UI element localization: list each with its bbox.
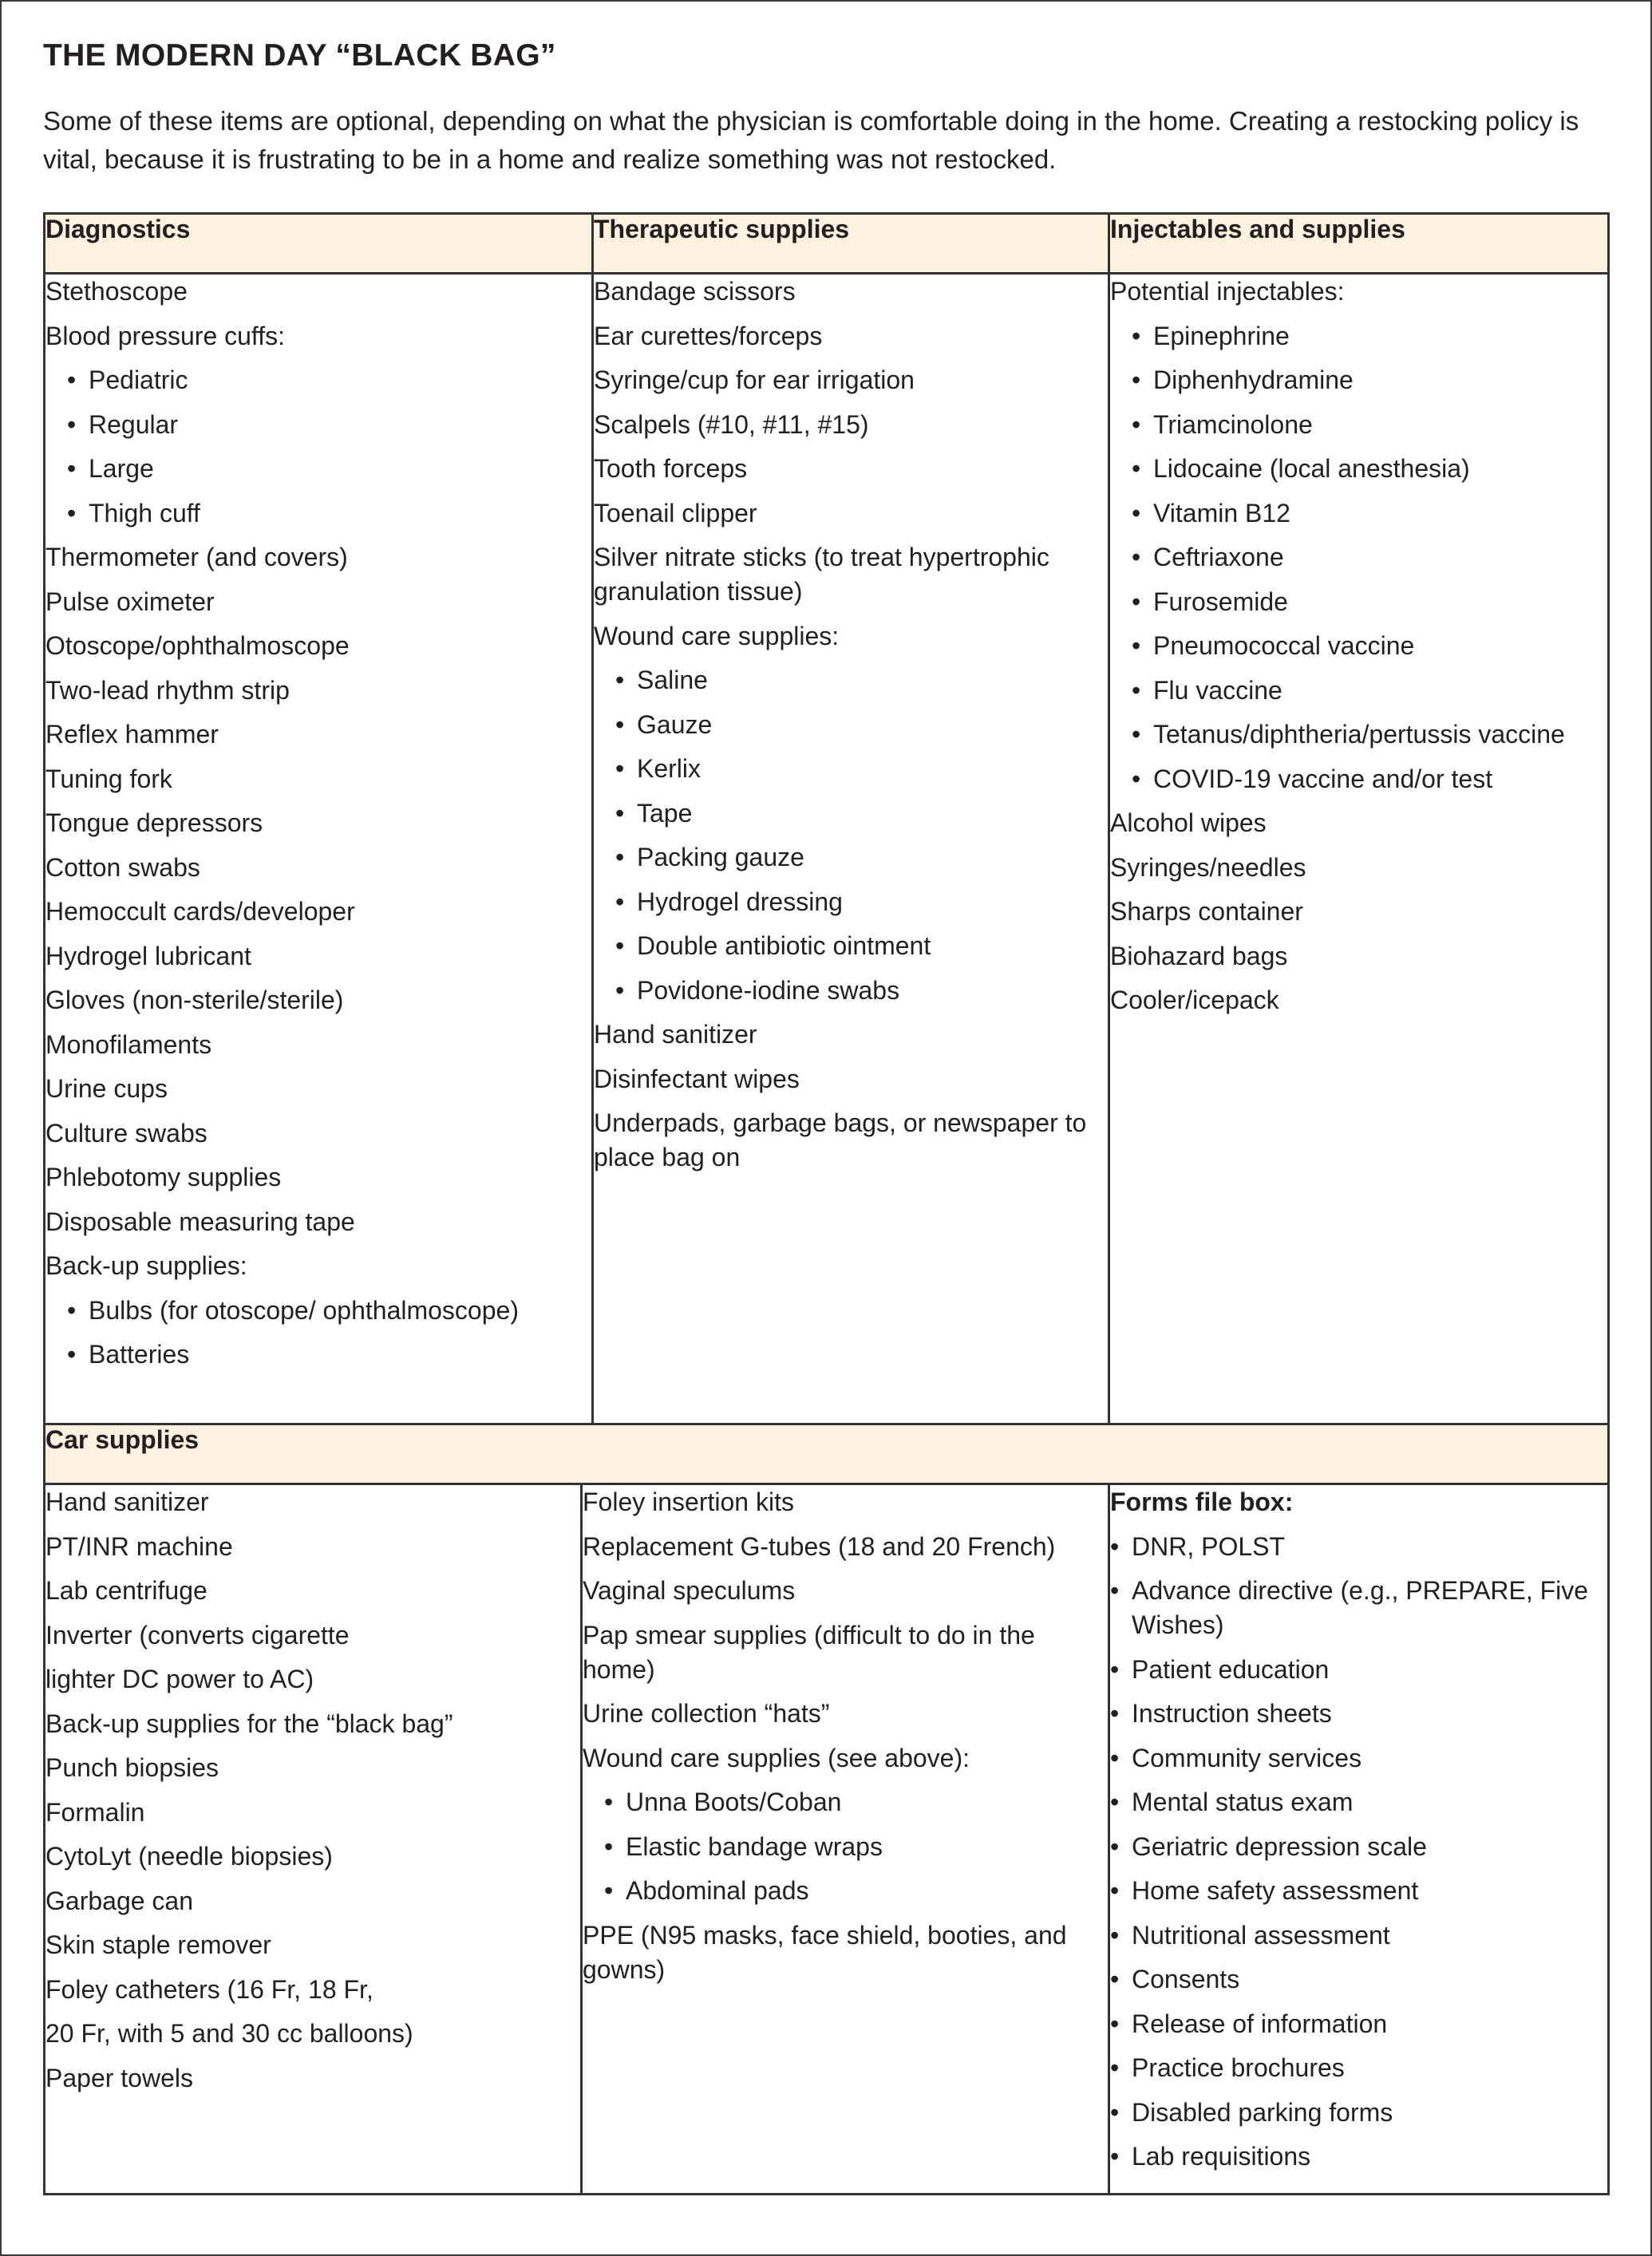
list-subitem-text: Community services	[1132, 1743, 1362, 1772]
bullet-icon: •	[1110, 2097, 1120, 2127]
list-item: Tuning fork	[45, 764, 172, 793]
list-subitem	[1110, 2051, 1607, 2085]
car-col2-list	[583, 1485, 1108, 1987]
list-item: Vaginal speculums	[583, 1576, 796, 1605]
list-subitem	[1110, 2096, 1607, 2130]
list-subitem-text: Gauze	[637, 709, 713, 739]
diagnostics-list	[45, 275, 591, 1372]
list-item: Bandage scissors	[594, 277, 796, 306]
list-subitem-text: Hydrogel dressing	[637, 887, 843, 916]
list-item: Wound care supplies (see above):	[583, 1743, 970, 1772]
bullet-icon: •	[615, 798, 625, 828]
list-subitem-text: Diphenhydramine	[1153, 365, 1354, 394]
list-item: Formalin	[45, 1797, 145, 1827]
bullet-icon: •	[1110, 1531, 1120, 1561]
list-item: Potential injectables:	[1110, 277, 1345, 306]
injectables-list	[1110, 275, 1607, 1017]
list-subitem-text: Tetanus/diphtheria/pertussis vaccine	[1153, 720, 1565, 749]
list-subitem	[1110, 1741, 1607, 1776]
bullet-icon: •	[1132, 631, 1141, 660]
list-subitem-text: Thigh cuff	[89, 498, 200, 527]
list-subitem-text: Instruction sheets	[1132, 1699, 1332, 1728]
list-subitem-text: Advance directive (e.g., PREPARE, Five Wishes)	[1132, 1576, 1589, 1639]
list-item: Two-lead rhythm strip	[45, 675, 290, 705]
list-subitem	[594, 663, 1108, 697]
list-subitem-text: Geriatric depression scale	[1132, 1831, 1427, 1861]
bullet-icon: •	[615, 887, 625, 916]
list-item: Disinfectant wipes	[594, 1064, 800, 1093]
list-item: Foley insertion kits	[583, 1488, 794, 1516]
list-item: Paper towels	[45, 2063, 193, 2092]
list-subitem-text: Release of information	[1132, 2009, 1388, 2038]
list-subitem-text: Bulbs (for otoscope/ ophthalmoscope)	[89, 1295, 519, 1325]
bullet-icon: •	[615, 754, 625, 783]
bullet-icon: •	[1110, 1743, 1120, 1772]
list-item: Thermometer (and covers)	[45, 543, 348, 571]
list-item: Urine cups	[45, 1074, 168, 1103]
list-subitem-text: Double antibiotic ointment	[637, 931, 931, 960]
bullet-icon: •	[615, 975, 625, 1005]
list-subitem	[594, 796, 1108, 831]
bullet-icon: •	[1110, 1876, 1120, 1905]
list-subitem-text: COVID-19 vaccine and/or test	[1153, 764, 1493, 793]
bullet-icon: •	[67, 365, 77, 394]
bullet-icon: •	[1110, 1831, 1120, 1861]
list-subitem-text: Pneumococcal vaccine	[1153, 631, 1415, 660]
list-item: Hand sanitizer	[45, 1488, 209, 1516]
bullet-icon: •	[615, 931, 625, 960]
list-subitem-text: Tape	[637, 798, 693, 828]
list-subitem-text: Furosemide	[1153, 587, 1288, 616]
list-item: Scalpels (#10, #11, #15)	[594, 409, 869, 439]
list-subitem-text: Batteries	[89, 1340, 190, 1369]
list-subitem	[45, 1337, 591, 1372]
list-item: Back-up supplies for the “black bag”	[45, 1709, 453, 1738]
list-item: Pulse oximeter	[45, 587, 215, 616]
list-subitem	[1110, 585, 1607, 619]
bullet-icon: •	[67, 1340, 77, 1369]
bullet-icon: •	[604, 1788, 614, 1816]
list-item: Biohazard bags	[1110, 941, 1288, 970]
list-item: PPE (N95 masks, face shield, booties, and gowns)	[583, 1920, 1067, 1984]
list-subitem	[1110, 1785, 1607, 1819]
header-injectables-and-supplies: Injectables and supplies	[1109, 214, 1609, 274]
list-subitem	[1110, 1874, 1607, 1908]
list-item: Tooth forceps	[594, 454, 748, 483]
list-subitem-text: Practice brochures	[1132, 2053, 1345, 2082]
list-subitem-text: Consents	[1132, 1965, 1240, 1993]
list-item: Cotton swabs	[45, 852, 200, 882]
forms-file-box-heading: Forms file box:	[1110, 1488, 1294, 1516]
list-item: Sharps container	[1110, 897, 1303, 926]
list-item: Wound care supplies:	[594, 621, 840, 650]
bullet-icon: •	[1110, 2053, 1120, 2082]
list-subitem	[594, 752, 1108, 786]
list-item: Lab centrifuge	[45, 1576, 207, 1605]
injectables-cell	[1109, 274, 1609, 1424]
list-subitem-text: Epinephrine	[1153, 321, 1290, 350]
car-col1-list	[45, 1485, 580, 2096]
list-item: Urine collection “hats”	[583, 1699, 830, 1728]
list-item: Culture swabs	[45, 1118, 207, 1148]
list-subitem-text: Patient education	[1132, 1654, 1330, 1684]
list-subitem-text: Saline	[637, 666, 708, 694]
bullet-icon: •	[1132, 454, 1141, 483]
bullet-icon: •	[1110, 2142, 1120, 2171]
list-item: Alcohol wipes	[1110, 808, 1267, 837]
list-subitem	[1110, 319, 1607, 354]
list-item: Hand sanitizer	[594, 1020, 757, 1049]
list-item: Monofilaments	[45, 1029, 212, 1059]
list-subitem	[45, 363, 591, 397]
list-item: lighter DC power to AC)	[45, 1665, 314, 1693]
list-item: Otoscope/ophthalmoscope	[45, 631, 350, 660]
list-item: Replacement G-tubes (18 and 20 French)	[583, 1531, 1056, 1561]
list-subitem-text: Lab requisitions	[1132, 2142, 1311, 2171]
list-item: Back-up supplies:	[45, 1251, 247, 1280]
list-subitem	[583, 1785, 1108, 1819]
list-item: Punch biopsies	[45, 1753, 219, 1782]
bullet-icon: •	[67, 498, 77, 527]
list-item: Phlebotomy supplies	[45, 1163, 282, 1191]
list-subitem	[594, 885, 1108, 919]
bullet-icon: •	[1110, 1654, 1120, 1684]
list-item: Toenail clipper	[594, 498, 757, 527]
list-subitem	[1110, 2007, 1607, 2041]
list-subitem	[594, 974, 1108, 1008]
list-subitem	[1110, 496, 1607, 531]
list-item: Syringes/needles	[1110, 852, 1306, 882]
car-supplies-header-row	[45, 1424, 1609, 1484]
page-title: THE MODERN DAY “BLACK BAG”	[43, 38, 556, 73]
diagnostics-cell	[45, 274, 593, 1424]
list-subitem	[1110, 629, 1607, 663]
therapeutic-cell	[593, 274, 1109, 1424]
list-subitem	[1110, 1574, 1607, 1642]
bullet-icon: •	[615, 666, 625, 694]
section-body-row	[45, 274, 1609, 1424]
list-subitem	[1110, 408, 1607, 442]
list-item: Reflex hammer	[45, 720, 219, 749]
list-item: Hemoccult cards/developer	[45, 897, 355, 926]
list-subitem	[1110, 1530, 1607, 1564]
bullet-icon: •	[1132, 764, 1141, 793]
bullet-icon: •	[1132, 321, 1141, 350]
list-subitem-text: Elastic bandage wraps	[626, 1831, 883, 1861]
bullet-icon: •	[1110, 1920, 1120, 1950]
bullet-icon: •	[604, 1876, 614, 1905]
list-item: PT/INR machine	[45, 1531, 233, 1561]
list-subitem	[1110, 2139, 1607, 2174]
list-subitem-text: Lidocaine (local anesthesia)	[1153, 454, 1470, 483]
list-item: Skin staple remover	[45, 1930, 271, 1959]
intro-paragraph: Some of these items are optional, depending on what the physician is comfortable doing in the home. Creating a restocking policy is vital, because it is frustrating to be in a home and realize something was not restocked.	[43, 106, 1579, 174]
list-item: Cooler/icepack	[1110, 986, 1279, 1014]
list-item: Underpads, garbage bags, or newspaper to place bag on	[594, 1108, 1087, 1171]
car-col3-list	[1110, 1485, 1607, 2174]
list-subitem-text: DNR, POLST	[1132, 1531, 1286, 1561]
list-item: Ear curettes/forceps	[594, 321, 823, 350]
list-item: Pap smear supplies (difficult to do in the home)	[583, 1620, 1035, 1684]
list-subitem	[45, 452, 591, 486]
list-subitem-text: Disabled parking forms	[1132, 2097, 1393, 2127]
list-subitem	[1110, 452, 1607, 486]
black-bag-table	[43, 212, 1610, 2195]
therapeutic-list	[594, 275, 1108, 1175]
list-subitem	[1110, 762, 1607, 796]
list-subitem-text: Kerlix	[637, 754, 702, 783]
list-subitem	[583, 1830, 1108, 1864]
list-subitem	[1110, 1830, 1607, 1864]
list-subitem	[1110, 363, 1607, 397]
bullet-icon: •	[604, 1831, 614, 1861]
bullet-icon: •	[67, 409, 77, 439]
list-item: CytoLyt (needle biopsies)	[45, 1842, 333, 1871]
list-item: Garbage can	[45, 1886, 194, 1915]
list-subitem-text: Triamcinolone	[1153, 409, 1313, 439]
bullet-icon: •	[1132, 675, 1141, 705]
list-subitem	[45, 496, 591, 531]
list-subitem	[1110, 1962, 1607, 1997]
car-supplies-body-row	[45, 1484, 1609, 2195]
bullet-icon: •	[1132, 365, 1141, 394]
list-subitem	[1110, 540, 1607, 575]
list-subitem	[583, 1874, 1108, 1908]
list-subitem-text: Packing gauze	[637, 843, 804, 871]
list-subitem	[45, 408, 591, 442]
car-col2-cell	[582, 1484, 1109, 2195]
list-item: Hydrogel lubricant	[45, 941, 251, 970]
bullet-icon: •	[1110, 1965, 1120, 1993]
bullet-icon: •	[1132, 498, 1141, 527]
list-subitem	[1110, 1653, 1607, 1687]
list-item: Tongue depressors	[45, 808, 263, 837]
list-subitem-text: Unna Boots/Coban	[626, 1788, 842, 1816]
list-item: Silver nitrate sticks (to treat hypertrophic granulation tissue)	[594, 543, 1049, 606]
list-subitem-text: Large	[89, 454, 154, 483]
list-subitem-text: Nutritional assessment	[1132, 1920, 1390, 1950]
list-item: Gloves (non-sterile/sterile)	[45, 986, 344, 1014]
bullet-icon: •	[1110, 1788, 1120, 1816]
car-col3-cell	[1109, 1484, 1609, 2195]
bullet-icon: •	[615, 843, 625, 871]
bullet-icon: •	[615, 709, 625, 739]
list-item: Inverter (converts cigarette	[45, 1620, 350, 1650]
list-subitem-text: Regular	[89, 409, 179, 439]
bullet-icon: •	[1132, 720, 1141, 749]
list-subitem-text: Ceftriaxone	[1153, 543, 1284, 571]
list-subitem-text: Povidone-iodine swabs	[637, 975, 900, 1005]
list-subitem-text: Mental status exam	[1132, 1788, 1354, 1816]
bullet-icon: •	[1132, 543, 1141, 571]
list-item: Stethoscope	[45, 277, 188, 306]
list-subitem	[1110, 717, 1607, 752]
list-subitem-text: Pediatric	[89, 365, 188, 394]
list-subitem	[594, 708, 1108, 742]
list-item: Foley catheters (16 Fr, 18 Fr,	[45, 1974, 373, 2004]
list-item: Syringe/cup for ear irrigation	[594, 365, 915, 394]
header-diagnostics: Diagnostics	[45, 214, 593, 274]
bullet-icon: •	[1110, 2009, 1120, 2038]
header-car-supplies: Car supplies	[45, 1424, 1609, 1484]
header-therapeutic-supplies: Therapeutic supplies	[593, 214, 1109, 274]
list-subitem-text: Vitamin B12	[1153, 498, 1290, 527]
section-header-row	[45, 214, 1609, 274]
bullet-icon: •	[67, 1295, 77, 1325]
car-col1-cell	[45, 1484, 582, 2195]
list-subitem	[1110, 674, 1607, 708]
bullet-icon: •	[1110, 1699, 1120, 1728]
list-subitem	[594, 929, 1108, 963]
bullet-icon: •	[1132, 409, 1141, 439]
list-subitem	[1110, 1918, 1607, 1953]
list-subitem-text: Home safety assessment	[1132, 1876, 1419, 1905]
bullet-icon: •	[67, 454, 77, 483]
list-subitem-text: Abdominal pads	[626, 1876, 809, 1905]
list-subitem	[1110, 1697, 1607, 1731]
list-subitem	[594, 840, 1108, 875]
bullet-icon: •	[1132, 587, 1141, 616]
list-subitem	[45, 1294, 591, 1328]
list-item: Disposable measuring tape	[45, 1207, 355, 1236]
list-subitem-text: Flu vaccine	[1153, 675, 1282, 705]
bullet-icon: •	[1110, 1576, 1120, 1605]
list-item: 20 Fr, with 5 and 30 cc balloons)	[45, 2019, 413, 2048]
list-item: Blood pressure cuffs:	[45, 321, 286, 350]
